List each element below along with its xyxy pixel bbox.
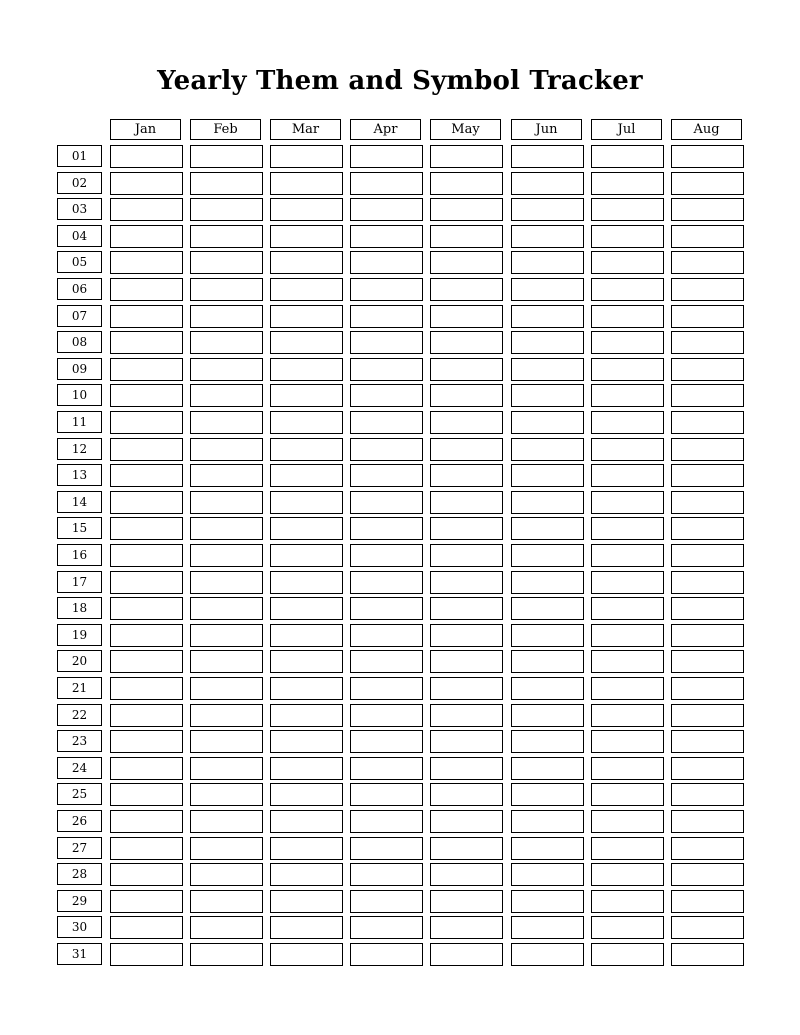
tracker-cell-aug-10[interactable]: [671, 384, 744, 407]
tracker-cell-mar-26[interactable]: [270, 810, 343, 833]
tracker-cell-feb-25[interactable]: [190, 783, 263, 806]
tracker-cell-may-24[interactable]: [430, 757, 503, 780]
day-label-07: 07: [57, 305, 102, 327]
tracker-cell-jul-22[interactable]: [591, 704, 664, 727]
tracker-cell-jun-15[interactable]: [511, 517, 584, 540]
tracker-cell-jun-16[interactable]: [511, 544, 584, 567]
tracker-cell-feb-29[interactable]: [190, 890, 263, 913]
tracker-cell-apr-30[interactable]: [350, 916, 423, 939]
tracker-cell-apr-27[interactable]: [350, 837, 423, 860]
tracker-cell-jan-15[interactable]: [110, 517, 183, 540]
tracker-cell-aug-22[interactable]: [671, 704, 744, 727]
tracker-cell-apr-04[interactable]: [350, 225, 423, 248]
tracker-cell-aug-13[interactable]: [671, 464, 744, 487]
tracker-cell-mar-07[interactable]: [270, 305, 343, 328]
tracker-cell-jul-15[interactable]: [591, 517, 664, 540]
tracker-cell-feb-05[interactable]: [190, 251, 263, 274]
tracker-cell-apr-12[interactable]: [350, 438, 423, 461]
tracker-cell-apr-15[interactable]: [350, 517, 423, 540]
month-header-feb: Feb: [190, 119, 261, 140]
tracker-cell-mar-02[interactable]: [270, 172, 343, 195]
tracker-cell-apr-17[interactable]: [350, 571, 423, 594]
tracker-cell-jul-23[interactable]: [591, 730, 664, 753]
tracker-cell-mar-10[interactable]: [270, 384, 343, 407]
tracker-cell-mar-03[interactable]: [270, 198, 343, 221]
tracker-cell-aug-17[interactable]: [671, 571, 744, 594]
day-label-06: 06: [57, 278, 102, 300]
tracker-cell-jun-24[interactable]: [511, 757, 584, 780]
day-label-22: 22: [57, 704, 102, 726]
tracker-cell-jun-31[interactable]: [511, 943, 584, 966]
tracker-cell-jan-11[interactable]: [110, 411, 183, 434]
day-label-28: 28: [57, 863, 102, 885]
tracker-cell-may-17[interactable]: [430, 571, 503, 594]
page-title: Yearly Them and Symbol Tracker: [157, 66, 643, 96]
tracker-cell-mar-18[interactable]: [270, 597, 343, 620]
tracker-cell-apr-03[interactable]: [350, 198, 423, 221]
tracker-cell-aug-11[interactable]: [671, 411, 744, 434]
month-header-may: May: [430, 119, 501, 140]
tracker-cell-aug-30[interactable]: [671, 916, 744, 939]
tracker-cell-mar-31[interactable]: [270, 943, 343, 966]
day-label-09: 09: [57, 358, 102, 380]
tracker-cell-mar-09[interactable]: [270, 358, 343, 381]
tracker-cell-apr-08[interactable]: [350, 331, 423, 354]
tracker-cell-mar-25[interactable]: [270, 783, 343, 806]
tracker-cell-apr-05[interactable]: [350, 251, 423, 274]
tracker-cell-mar-20[interactable]: [270, 650, 343, 673]
tracker-cell-jan-09[interactable]: [110, 358, 183, 381]
tracker-cell-aug-26[interactable]: [671, 810, 744, 833]
tracker-cell-mar-29[interactable]: [270, 890, 343, 913]
tracker-cell-jan-18[interactable]: [110, 597, 183, 620]
tracker-cell-jul-02[interactable]: [591, 172, 664, 195]
tracker-cell-mar-14[interactable]: [270, 491, 343, 514]
tracker-cell-may-25[interactable]: [430, 783, 503, 806]
tracker-cell-may-29[interactable]: [430, 890, 503, 913]
tracker-cell-jul-06[interactable]: [591, 278, 664, 301]
tracker-cell-may-16[interactable]: [430, 544, 503, 567]
tracker-cell-feb-04[interactable]: [190, 225, 263, 248]
tracker-cell-aug-25[interactable]: [671, 783, 744, 806]
tracker-cell-jul-03[interactable]: [591, 198, 664, 221]
tracker-cell-apr-06[interactable]: [350, 278, 423, 301]
tracker-cell-jul-28[interactable]: [591, 863, 664, 886]
month-header-jul: Jul: [591, 119, 662, 140]
tracker-cell-mar-19[interactable]: [270, 624, 343, 647]
tracker-cell-may-03[interactable]: [430, 198, 503, 221]
tracker-cell-apr-23[interactable]: [350, 730, 423, 753]
tracker-cell-may-20[interactable]: [430, 650, 503, 673]
tracker-cell-jan-04[interactable]: [110, 225, 183, 248]
tracker-cell-aug-16[interactable]: [671, 544, 744, 567]
month-header-jun: Jun: [511, 119, 582, 140]
day-label-23: 23: [57, 730, 102, 752]
tracker-cell-jan-07[interactable]: [110, 305, 183, 328]
tracker-cell-aug-27[interactable]: [671, 837, 744, 860]
tracker-cell-jan-01[interactable]: [110, 145, 183, 168]
tracker-cell-jul-30[interactable]: [591, 916, 664, 939]
tracker-cell-feb-20[interactable]: [190, 650, 263, 673]
tracker-cell-apr-13[interactable]: [350, 464, 423, 487]
tracker-cell-aug-08[interactable]: [671, 331, 744, 354]
tracker-cell-mar-28[interactable]: [270, 863, 343, 886]
tracker-cell-mar-27[interactable]: [270, 837, 343, 860]
tracker-cell-jan-29[interactable]: [110, 890, 183, 913]
tracker-cell-feb-12[interactable]: [190, 438, 263, 461]
tracker-cell-feb-30[interactable]: [190, 916, 263, 939]
tracker-cell-jul-20[interactable]: [591, 650, 664, 673]
tracker-cell-apr-16[interactable]: [350, 544, 423, 567]
tracker-cell-jan-21[interactable]: [110, 677, 183, 700]
tracker-cell-aug-14[interactable]: [671, 491, 744, 514]
day-label-12: 12: [57, 438, 102, 460]
tracker-cell-jan-23[interactable]: [110, 730, 183, 753]
tracker-cell-may-08[interactable]: [430, 331, 503, 354]
tracker-cell-apr-26[interactable]: [350, 810, 423, 833]
tracker-cell-may-02[interactable]: [430, 172, 503, 195]
tracker-cell-aug-06[interactable]: [671, 278, 744, 301]
tracker-cell-jan-22[interactable]: [110, 704, 183, 727]
tracker-cell-mar-22[interactable]: [270, 704, 343, 727]
month-header-mar: Mar: [270, 119, 341, 140]
day-label-20: 20: [57, 650, 102, 672]
month-header-aug: Aug: [671, 119, 742, 140]
day-label-14: 14: [57, 491, 102, 513]
tracker-cell-jan-10[interactable]: [110, 384, 183, 407]
tracker-cell-apr-10[interactable]: [350, 384, 423, 407]
tracker-cell-may-05[interactable]: [430, 251, 503, 274]
tracker-cell-jun-08[interactable]: [511, 331, 584, 354]
tracker-cell-feb-22[interactable]: [190, 704, 263, 727]
tracker-cell-feb-23[interactable]: [190, 730, 263, 753]
tracker-cell-apr-21[interactable]: [350, 677, 423, 700]
tracker-cell-apr-24[interactable]: [350, 757, 423, 780]
day-label-15: 15: [57, 517, 102, 539]
tracker-cell-apr-02[interactable]: [350, 172, 423, 195]
tracker-cell-aug-28[interactable]: [671, 863, 744, 886]
day-label-17: 17: [57, 571, 102, 593]
tracker-cell-apr-14[interactable]: [350, 491, 423, 514]
tracker-cell-jan-28[interactable]: [110, 863, 183, 886]
tracker-cell-jul-16[interactable]: [591, 544, 664, 567]
tracker-cell-apr-25[interactable]: [350, 783, 423, 806]
day-label-26: 26: [57, 810, 102, 832]
tracker-cell-mar-11[interactable]: [270, 411, 343, 434]
tracker-cell-apr-11[interactable]: [350, 411, 423, 434]
day-label-24: 24: [57, 757, 102, 779]
tracker-cell-feb-10[interactable]: [190, 384, 263, 407]
day-label-27: 27: [57, 837, 102, 859]
tracker-cell-feb-11[interactable]: [190, 411, 263, 434]
tracker-cell-feb-14[interactable]: [190, 491, 263, 514]
tracker-cell-feb-13[interactable]: [190, 464, 263, 487]
day-label-10: 10: [57, 384, 102, 406]
month-header-jan: Jan: [110, 119, 181, 140]
tracker-cell-jun-04[interactable]: [511, 225, 584, 248]
tracker-cell-may-27[interactable]: [430, 837, 503, 860]
tracker-cell-jun-14[interactable]: [511, 491, 584, 514]
tracker-cell-jun-21[interactable]: [511, 677, 584, 700]
tracker-cell-jan-17[interactable]: [110, 571, 183, 594]
tracker-cell-aug-05[interactable]: [671, 251, 744, 274]
tracker-cell-apr-20[interactable]: [350, 650, 423, 673]
tracker-cell-feb-03[interactable]: [190, 198, 263, 221]
tracker-cell-may-28[interactable]: [430, 863, 503, 886]
tracker-cell-may-12[interactable]: [430, 438, 503, 461]
tracker-cell-jun-10[interactable]: [511, 384, 584, 407]
tracker-cell-apr-29[interactable]: [350, 890, 423, 913]
tracker-cell-aug-31[interactable]: [671, 943, 744, 966]
month-header-apr: Apr: [350, 119, 421, 140]
tracker-cell-jan-16[interactable]: [110, 544, 183, 567]
tracker-cell-jun-27[interactable]: [511, 837, 584, 860]
tracker-cell-jun-09[interactable]: [511, 358, 584, 381]
tracker-cell-aug-12[interactable]: [671, 438, 744, 461]
tracker-cell-jun-06[interactable]: [511, 278, 584, 301]
tracker-cell-jun-12[interactable]: [511, 438, 584, 461]
tracker-cell-jul-10[interactable]: [591, 384, 664, 407]
day-label-16: 16: [57, 544, 102, 566]
day-label-29: 29: [57, 890, 102, 912]
tracker-cell-feb-27[interactable]: [190, 837, 263, 860]
tracker-cell-may-15[interactable]: [430, 517, 503, 540]
tracker-cell-feb-02[interactable]: [190, 172, 263, 195]
tracker-cell-jun-02[interactable]: [511, 172, 584, 195]
tracker-cell-jan-30[interactable]: [110, 916, 183, 939]
tracker-cell-mar-05[interactable]: [270, 251, 343, 274]
tracker-cell-mar-30[interactable]: [270, 916, 343, 939]
tracker-cell-may-10[interactable]: [430, 384, 503, 407]
day-label-01: 01: [57, 145, 102, 167]
tracker-cell-feb-26[interactable]: [190, 810, 263, 833]
tracker-cell-may-22[interactable]: [430, 704, 503, 727]
tracker-cell-may-01[interactable]: [430, 145, 503, 168]
tracker-cell-may-19[interactable]: [430, 624, 503, 647]
tracker-cell-may-21[interactable]: [430, 677, 503, 700]
tracker-cell-jul-08[interactable]: [591, 331, 664, 354]
tracker-cell-may-09[interactable]: [430, 358, 503, 381]
tracker-cell-may-06[interactable]: [430, 278, 503, 301]
tracker-cell-jan-19[interactable]: [110, 624, 183, 647]
tracker-cell-jun-20[interactable]: [511, 650, 584, 673]
tracker-cell-jun-17[interactable]: [511, 571, 584, 594]
tracker-cell-jan-26[interactable]: [110, 810, 183, 833]
tracker-cell-jun-28[interactable]: [511, 863, 584, 886]
tracker-cell-jan-03[interactable]: [110, 198, 183, 221]
day-label-02: 02: [57, 172, 102, 194]
tracker-cell-jul-05[interactable]: [591, 251, 664, 274]
tracker-cell-jul-07[interactable]: [591, 305, 664, 328]
tracker-cell-aug-09[interactable]: [671, 358, 744, 381]
day-label-21: 21: [57, 677, 102, 699]
tracker-cell-may-14[interactable]: [430, 491, 503, 514]
tracker-cell-may-13[interactable]: [430, 464, 503, 487]
day-label-05: 05: [57, 251, 102, 273]
tracker-cell-jun-23[interactable]: [511, 730, 584, 753]
tracker-cell-jun-01[interactable]: [511, 145, 584, 168]
tracker-cell-jun-05[interactable]: [511, 251, 584, 274]
tracker-cell-mar-04[interactable]: [270, 225, 343, 248]
tracker-cell-aug-15[interactable]: [671, 517, 744, 540]
tracker-cell-may-30[interactable]: [430, 916, 503, 939]
tracker-cell-mar-17[interactable]: [270, 571, 343, 594]
tracker-cell-jun-26[interactable]: [511, 810, 584, 833]
tracker-cell-jan-24[interactable]: [110, 757, 183, 780]
tracker-cell-aug-29[interactable]: [671, 890, 744, 913]
tracker-cell-may-04[interactable]: [430, 225, 503, 248]
tracker-cell-may-26[interactable]: [430, 810, 503, 833]
tracker-cell-apr-07[interactable]: [350, 305, 423, 328]
tracker-cell-feb-24[interactable]: [190, 757, 263, 780]
tracker-cell-jul-27[interactable]: [591, 837, 664, 860]
tracker-cell-jul-04[interactable]: [591, 225, 664, 248]
tracker-cell-jun-07[interactable]: [511, 305, 584, 328]
day-label-30: 30: [57, 916, 102, 938]
tracker-cell-feb-18[interactable]: [190, 597, 263, 620]
tracker-cell-mar-13[interactable]: [270, 464, 343, 487]
tracker-cell-jan-20[interactable]: [110, 650, 183, 673]
tracker-cell-may-11[interactable]: [430, 411, 503, 434]
tracker-cell-jan-25[interactable]: [110, 783, 183, 806]
tracker-cell-jul-18[interactable]: [591, 597, 664, 620]
day-label-19: 19: [57, 624, 102, 646]
day-label-18: 18: [57, 597, 102, 619]
tracker-cell-mar-24[interactable]: [270, 757, 343, 780]
day-label-08: 08: [57, 331, 102, 353]
tracker-cell-aug-21[interactable]: [671, 677, 744, 700]
tracker-cell-feb-06[interactable]: [190, 278, 263, 301]
tracker-cell-jun-03[interactable]: [511, 198, 584, 221]
tracker-cell-aug-02[interactable]: [671, 172, 744, 195]
tracker-cell-jul-13[interactable]: [591, 464, 664, 487]
tracker-cell-feb-28[interactable]: [190, 863, 263, 886]
tracker-cell-apr-18[interactable]: [350, 597, 423, 620]
tracker-cell-aug-07[interactable]: [671, 305, 744, 328]
tracker-cell-may-31[interactable]: [430, 943, 503, 966]
tracker-cell-aug-18[interactable]: [671, 597, 744, 620]
tracker-cell-jun-30[interactable]: [511, 916, 584, 939]
tracker-cell-mar-12[interactable]: [270, 438, 343, 461]
tracker-cell-feb-15[interactable]: [190, 517, 263, 540]
tracker-cell-apr-09[interactable]: [350, 358, 423, 381]
tracker-cell-jan-05[interactable]: [110, 251, 183, 274]
tracker-cell-jan-31[interactable]: [110, 943, 183, 966]
tracker-cell-jan-13[interactable]: [110, 464, 183, 487]
tracker-cell-may-18[interactable]: [430, 597, 503, 620]
tracker-cell-feb-31[interactable]: [190, 943, 263, 966]
tracker-cell-jul-09[interactable]: [591, 358, 664, 381]
tracker-cell-aug-23[interactable]: [671, 730, 744, 753]
tracker-cell-feb-19[interactable]: [190, 624, 263, 647]
day-label-31: 31: [57, 943, 102, 965]
tracker-cell-jan-27[interactable]: [110, 837, 183, 860]
tracker-cell-jun-11[interactable]: [511, 411, 584, 434]
tracker-cell-jul-11[interactable]: [591, 411, 664, 434]
tracker-cell-feb-16[interactable]: [190, 544, 263, 567]
tracker-cell-jun-22[interactable]: [511, 704, 584, 727]
tracker-cell-jul-29[interactable]: [591, 890, 664, 913]
tracker-cell-aug-04[interactable]: [671, 225, 744, 248]
tracker-cell-jan-08[interactable]: [110, 331, 183, 354]
tracker-cell-jul-19[interactable]: [591, 624, 664, 647]
tracker-cell-apr-28[interactable]: [350, 863, 423, 886]
tracker-cell-jul-01[interactable]: [591, 145, 664, 168]
tracker-cell-feb-01[interactable]: [190, 145, 263, 168]
tracker-cell-mar-16[interactable]: [270, 544, 343, 567]
tracker-cell-jul-26[interactable]: [591, 810, 664, 833]
day-label-13: 13: [57, 464, 102, 486]
tracker-cell-aug-20[interactable]: [671, 650, 744, 673]
tracker-cell-jul-25[interactable]: [591, 783, 664, 806]
tracker-cell-jul-21[interactable]: [591, 677, 664, 700]
tracker-cell-jan-02[interactable]: [110, 172, 183, 195]
tracker-cell-mar-01[interactable]: [270, 145, 343, 168]
tracker-cell-apr-22[interactable]: [350, 704, 423, 727]
tracker-cell-jul-24[interactable]: [591, 757, 664, 780]
tracker-cell-mar-15[interactable]: [270, 517, 343, 540]
tracker-cell-mar-21[interactable]: [270, 677, 343, 700]
tracker-cell-jun-19[interactable]: [511, 624, 584, 647]
tracker-cell-apr-01[interactable]: [350, 145, 423, 168]
tracker-cell-jul-12[interactable]: [591, 438, 664, 461]
tracker-cell-feb-17[interactable]: [190, 571, 263, 594]
tracker-cell-feb-07[interactable]: [190, 305, 263, 328]
tracker-cell-jan-12[interactable]: [110, 438, 183, 461]
tracker-cell-jul-31[interactable]: [591, 943, 664, 966]
tracker-cell-jan-14[interactable]: [110, 491, 183, 514]
tracker-cell-mar-06[interactable]: [270, 278, 343, 301]
tracker-cell-may-07[interactable]: [430, 305, 503, 328]
tracker-cell-apr-19[interactable]: [350, 624, 423, 647]
tracker-cell-mar-23[interactable]: [270, 730, 343, 753]
tracker-cell-feb-08[interactable]: [190, 331, 263, 354]
tracker-cell-mar-08[interactable]: [270, 331, 343, 354]
tracker-cell-jun-25[interactable]: [511, 783, 584, 806]
day-label-04: 04: [57, 225, 102, 247]
tracker-cell-jun-29[interactable]: [511, 890, 584, 913]
tracker-cell-jun-13[interactable]: [511, 464, 584, 487]
tracker-cell-aug-01[interactable]: [671, 145, 744, 168]
tracker-cell-jul-17[interactable]: [591, 571, 664, 594]
day-label-03: 03: [57, 198, 102, 220]
tracker-cell-jun-18[interactable]: [511, 597, 584, 620]
tracker-cell-apr-31[interactable]: [350, 943, 423, 966]
day-label-25: 25: [57, 783, 102, 805]
tracker-cell-feb-21[interactable]: [190, 677, 263, 700]
tracker-cell-jul-14[interactable]: [591, 491, 664, 514]
tracker-cell-may-23[interactable]: [430, 730, 503, 753]
tracker-cell-aug-03[interactable]: [671, 198, 744, 221]
tracker-cell-feb-09[interactable]: [190, 358, 263, 381]
tracker-cell-aug-19[interactable]: [671, 624, 744, 647]
tracker-cell-aug-24[interactable]: [671, 757, 744, 780]
day-label-11: 11: [57, 411, 102, 433]
tracker-cell-jan-06[interactable]: [110, 278, 183, 301]
